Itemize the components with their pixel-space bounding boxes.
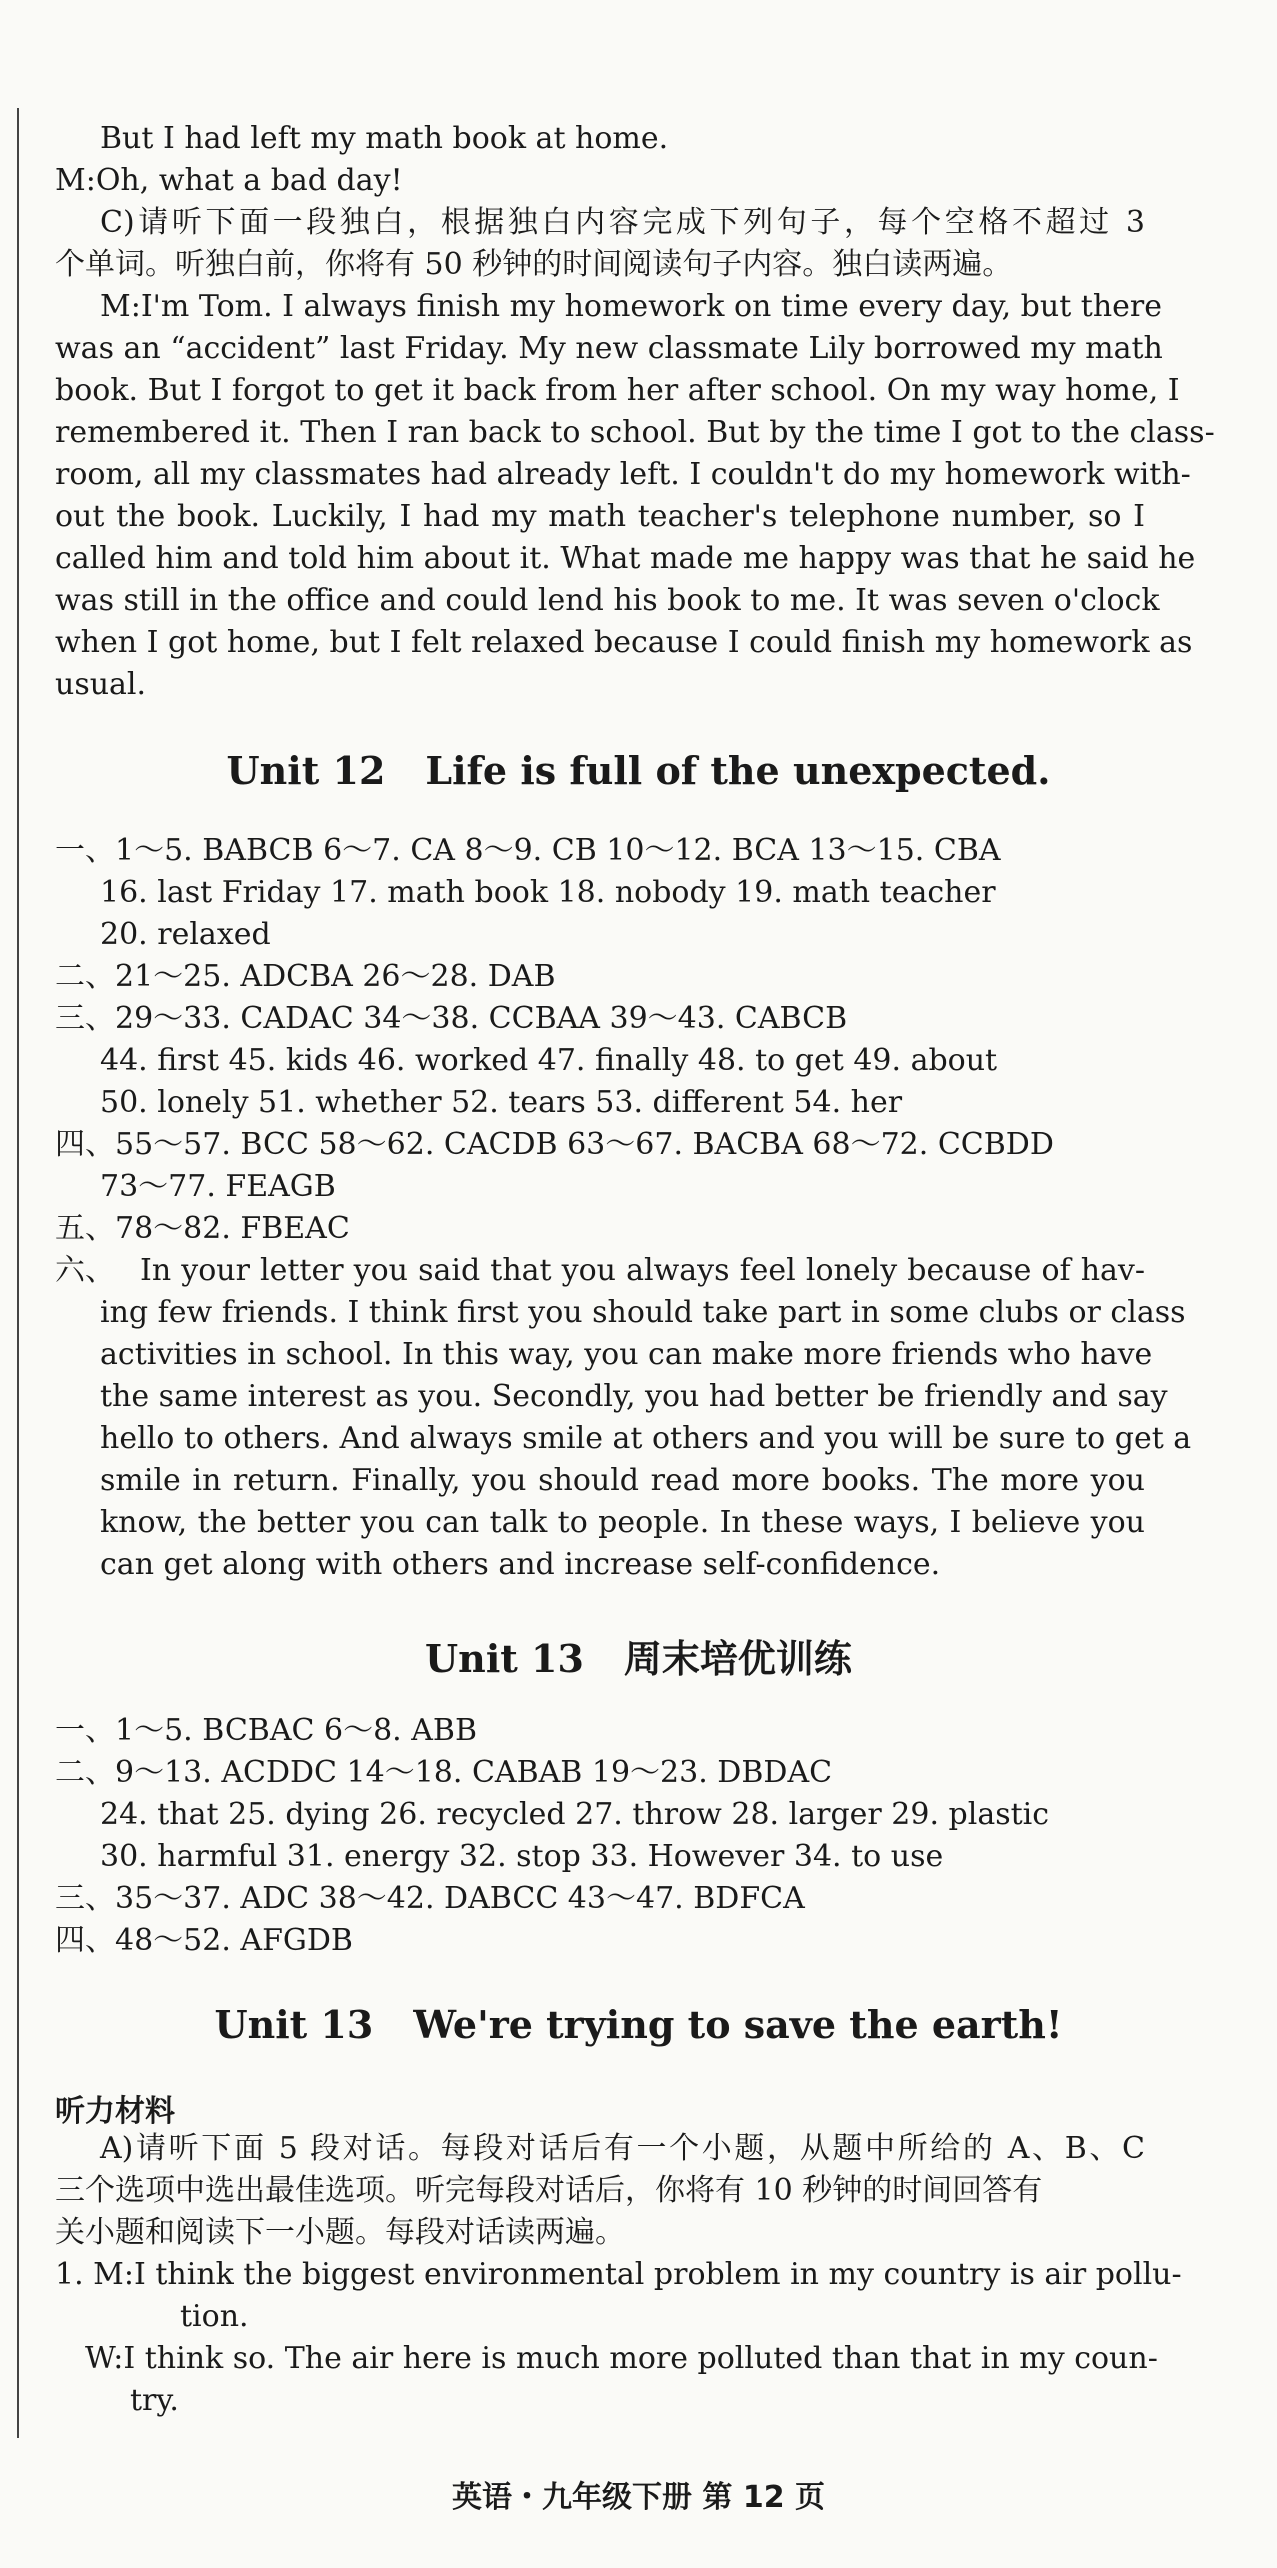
- answer-line: 24. that 25. dying 26. recycled 27. throw 28. larger 29. plastic: [100, 1797, 1050, 1832]
- answer-line: 四、55～57. BCC 58～62. CACDB 63～67. BACBA 68～72. CCBDD: [55, 1127, 1054, 1162]
- monologue-line: was an “accident” last Friday. My new classmate Lily borrowed my math: [55, 331, 1163, 366]
- monologue-line: room, all my classmates had already left. I couldn't do my homework with-: [55, 457, 1191, 492]
- answer-line: 二、9～13. ACDDC 14～18. CABAB 19～23. DBDAC: [55, 1755, 833, 1790]
- answer-line: 30. harmful 31. energy 32. stop 33. However 34. to use: [100, 1839, 944, 1874]
- monologue-line: book. But I forgot to get it back from her after school. On my way home, I: [55, 373, 1180, 408]
- dialogue-line: M:Oh, what a bad day!: [55, 163, 403, 198]
- essay-line: hello to others. And always smile at others and you will be sure to get a: [100, 1421, 1192, 1456]
- dialogue-line: W:I think so. The air here is much more polluted than that in my coun-: [85, 2341, 1158, 2376]
- monologue-line: remembered it. Then I ran back to school. But by the time I got to the class-: [55, 415, 1215, 450]
- answer-line: 一、1～5. BABCB 6～7. CA 8～9. CB 10～12. BCA 13～15. CBA: [55, 833, 1001, 868]
- section-instruction: 个单词。听独白前，你将有 50 秒钟的时间阅读句子内容。独白读两遍。: [55, 247, 1013, 282]
- essay-line: In your letter you said that you always feel lonely because of hav-: [140, 1253, 1145, 1288]
- answer-line: 一、1～5. BCBAC 6～8. ABB: [55, 1713, 478, 1748]
- dialogue-line: But I had left my math book at home.: [100, 121, 669, 156]
- answer-line: 五、78～82. FBEAC: [55, 1211, 350, 1246]
- monologue-line: called him and told him about it. What made me happy was that he said he: [55, 541, 1196, 576]
- left-margin-rule: [17, 108, 19, 2438]
- answer-line: 三、29～33. CADAC 34～38. CCBAA 39～43. CABCB: [55, 1001, 848, 1036]
- section-instruction: 三个选项中选出最佳选项。听完每段对话后，你将有 10 秒钟的时间回答有: [55, 2173, 1043, 2208]
- unit-12-heading: Unit 12 Life is full of the unexpected.: [226, 748, 1051, 793]
- monologue-line: usual.: [55, 667, 147, 702]
- essay-label: 六、: [55, 1253, 115, 1288]
- answer-line: 三、35～37. ADC 38～42. DABCC 43～47. BDFCA: [55, 1881, 805, 1916]
- essay-line: know, the better you can talk to people. In these ways, I believe you: [100, 1505, 1145, 1540]
- monologue-line: was still in the office and could lend his book to me. It was seven o'clock: [55, 583, 1160, 618]
- essay-line: the same interest as you. Secondly, you had better be friendly and say: [100, 1379, 1168, 1414]
- essay-line: activities in school. In this way, you can make more friends who have: [100, 1337, 1153, 1372]
- dialogue-line: try.: [130, 2383, 179, 2418]
- answer-line: 73～77. FEAGB: [100, 1169, 336, 1204]
- answer-line: 44. first 45. kids 46. worked 47. finally 48. to get 49. about: [100, 1043, 998, 1078]
- essay-line: ing few friends. I think first you should take part in some clubs or class: [100, 1295, 1186, 1330]
- unit-13-heading: Unit 13 We're trying to save the earth!: [214, 2002, 1063, 2047]
- essay-line: smile in return. Finally, you should read more books. The more you: [100, 1463, 1145, 1498]
- answer-line: 16. last Friday 17. math book 18. nobody 19. math teacher: [100, 875, 996, 910]
- section-instruction: 关小题和阅读下一小题。每段对话读两遍。: [55, 2215, 625, 2250]
- page-footer: 英语・九年级下册 第 12 页: [451, 2480, 826, 2515]
- monologue-line: M:I'm Tom. I always finish my homework on time every day, but there: [100, 289, 1163, 324]
- answer-line: 四、48～52. AFGDB: [55, 1923, 353, 1958]
- unit-13-weekend-heading: Unit 13 周末培优训练: [425, 1636, 852, 1681]
- section-instruction: C)请听下面一段独白，根据独白内容完成下列句子，每个空格不超过 3: [100, 205, 1145, 240]
- monologue-line: out the book. Luckily, I had my math teacher's telephone number, so I: [55, 499, 1145, 534]
- section-instruction: A)请听下面 5 段对话。每段对话后有一个小题，从题中所给的 A、B、C: [100, 2131, 1145, 2166]
- monologue-line: when I got home, but I felt relaxed because I could finish my homework as: [55, 625, 1193, 660]
- essay-line: can get along with others and increase self-confidence.: [100, 1547, 941, 1582]
- dialogue-line: tion.: [180, 2299, 249, 2334]
- listening-material-label: 听力材料: [55, 2094, 175, 2129]
- dialogue-line: 1. M:I think the biggest environmental problem in my country is air pollu-: [55, 2257, 1182, 2292]
- answer-line: 二、21～25. ADCBA 26～28. DAB: [55, 959, 556, 994]
- answer-line: 50. lonely 51. whether 52. tears 53. different 54. her: [100, 1085, 903, 1120]
- answer-line: 20. relaxed: [100, 917, 271, 952]
